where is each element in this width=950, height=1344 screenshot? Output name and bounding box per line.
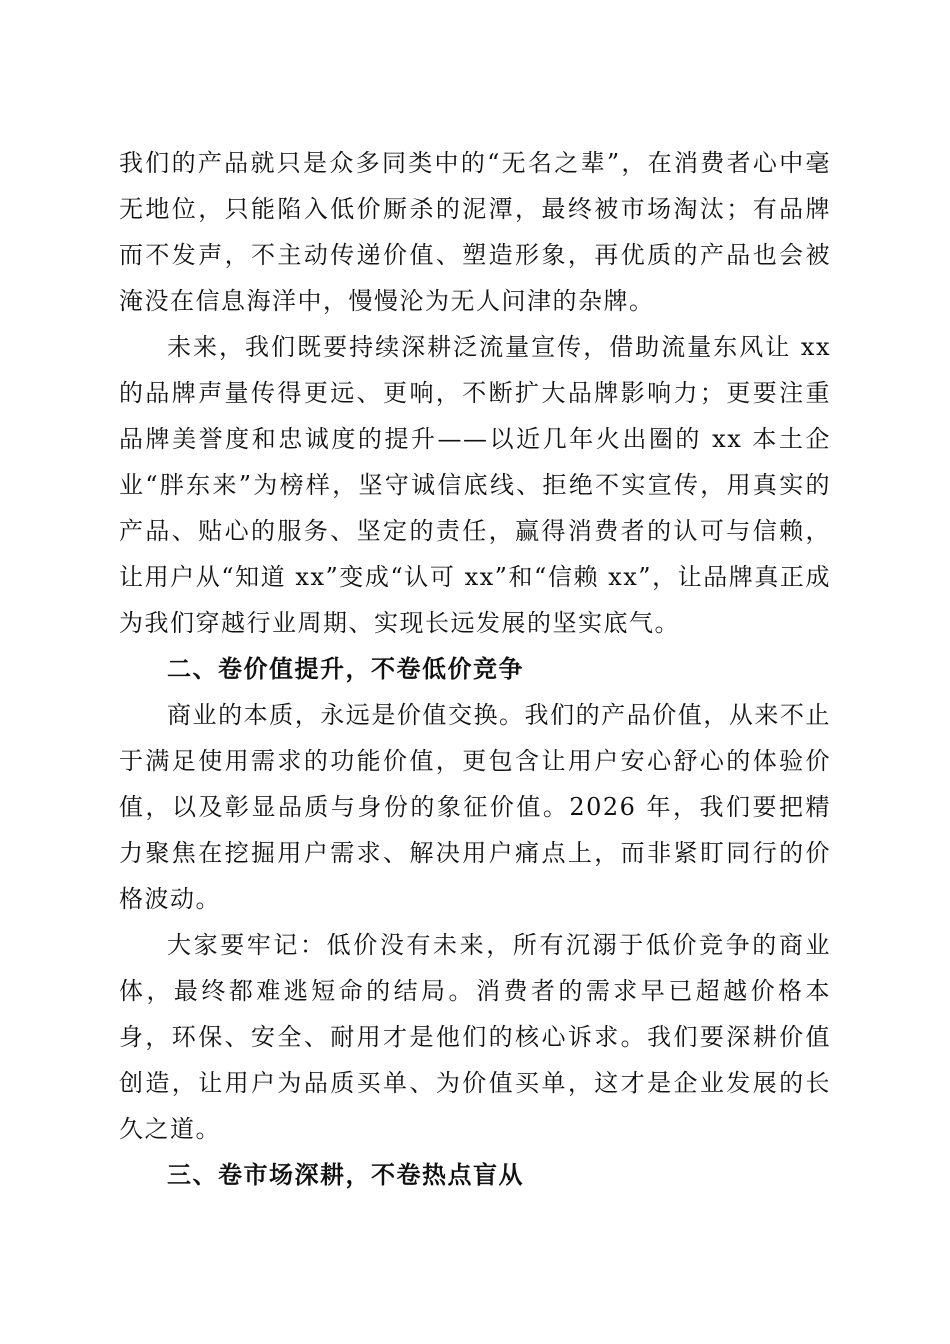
paragraph-brand-risk: 我们的产品就只是众多同类中的“无名之辈”，在消费者心中毫无地位，只能陷入低价厮杀的泥潭，最终被市场淘汰；有品牌而不发声，不主动传递价值、塑造形象，再优质的产品也会被淹没在信息海洋中，慢慢沦为无人问津的杂牌。 <box>119 149 831 315</box>
paragraph-business-essence: 商业的本质，永远是价值交换。我们的产品价值，从来不止于满足使用需求的功能价值，更包含让用户安心舒心的体验价值，以及彰显品质与身份的象征价值。2026 年，我们要把精力聚焦在挖掘用户需求、解决用户痛点上，而非紧盯同行的价格波动。 <box>119 701 831 913</box>
section-heading-market: 三、卷市场深耕，不卷热点盲从 <box>167 1160 524 1189</box>
section-heading-value: 二、卷价值提升，不卷低价竞争 <box>167 654 524 683</box>
document-body <box>119 140 831 1198</box>
paragraph-brand-future: 未来，我们既要持续深耕泛流量宣传，借助流量东风让 xx 的品牌声量传得更远、更响，不断扩大品牌影响力；更要注重品牌美誉度和忠诚度的提升——以近几年火出圈的 xx 本土企业“胖东来”为榜样，坚守诚信底线、拒绝不实宣传，用真实的产品、贴心的服务、坚定的责任，赢得消费者的认可与信赖，让用户从“知道 xx”变成“认可 xx”和“信赖 xx”，让品牌真正成为我们穿越行业周期、实现长远发展的坚实底气。 <box>119 333 831 637</box>
paragraph-low-price-warning: 大家要牢记：低价没有未来，所有沉溺于低价竞争的商业体，最终都难逃短命的结局。消费者的需求早已超越价格本身，环保、安全、耐用才是他们的核心诉求。我们要深耕价值创造，让用户为品质买单、为价值买单，这才是企业发展的长久之道。 <box>119 931 831 1143</box>
